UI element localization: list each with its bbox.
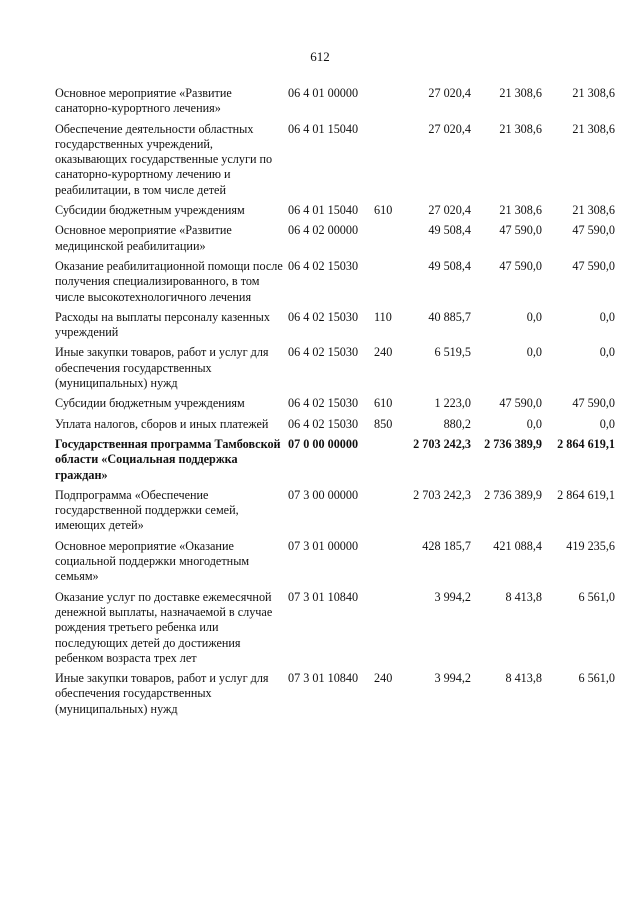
row-value-year-3: 2 864 619,1	[557, 487, 615, 502]
row-value-year-2: 21 308,6	[499, 121, 542, 136]
row-value-year-3: 21 308,6	[572, 203, 615, 218]
row-value-year-1: 3 994,2	[434, 589, 471, 604]
row-code: 07 3 01 10840	[288, 589, 359, 604]
row-code: 07 3 00 00000	[288, 487, 359, 502]
table-row	[55, 590, 615, 671]
row-value-year-1: 6 519,5	[434, 345, 471, 360]
row-value-year-2: 21 308,6	[499, 86, 542, 100]
row-code: 07 0 00 00000	[288, 436, 359, 451]
row-value-year-1: 3 994,2	[434, 671, 471, 686]
row-expense-type: 110	[374, 309, 392, 324]
row-expense-type	[374, 539, 399, 590]
row-name: Основное мероприятие «Развитие санаторно-курортного лечения»	[55, 86, 232, 116]
row-value-year-2: 8 413,8	[505, 671, 542, 686]
row-name: Расходы на выплаты персоналу казенных учреждений	[55, 309, 270, 340]
row-value-year-2: 2 736 389,9	[484, 487, 542, 502]
row-name: Иные закупки товаров, работ и услуг для обеспечения государственных (муниципальных) нужд	[55, 671, 269, 716]
row-value-year-3: 21 308,6	[572, 86, 615, 100]
row-expense-type: 610	[374, 396, 393, 411]
row-code: 06 4 02 15030	[288, 258, 359, 273]
table-row	[55, 488, 615, 539]
row-code: 07 3 01 10840	[288, 671, 359, 686]
row-value-year-2: 21 308,6	[499, 203, 542, 218]
row-value-year-2: 47 590,0	[499, 396, 542, 411]
row-name: Государственная программа Тамбовской области «Социальная поддержка граждан»	[55, 436, 281, 482]
row-code: 06 4 02 15030	[288, 416, 359, 431]
row-value-year-1: 2 703 242,3	[413, 487, 471, 502]
row-code: 06 4 01 15040	[288, 203, 359, 218]
row-value-year-1: 49 508,4	[428, 223, 471, 238]
row-expense-type	[374, 437, 399, 488]
table-row	[55, 539, 615, 590]
table-row	[55, 345, 615, 396]
row-expense-type	[374, 259, 399, 310]
row-name: Оказание услуг по доставке ежемесячной денежной выплаты, назначаемой в случае рождения третьего ребенка или последующих детей до достижения ребенком возраста трех лет	[55, 589, 273, 665]
row-value-year-1: 880,2	[443, 416, 471, 431]
row-expense-type	[374, 488, 399, 539]
row-expense-type	[374, 223, 399, 259]
row-value-year-1: 2 703 242,3	[413, 436, 471, 451]
table-row-program-total	[55, 437, 615, 488]
budget-table-body	[55, 86, 615, 722]
table-row	[55, 671, 615, 722]
row-value-year-1: 27 020,4	[428, 86, 471, 100]
row-value-year-2: 421 088,4	[493, 538, 542, 553]
row-value-year-3: 0,0	[599, 416, 615, 431]
row-expense-type	[374, 86, 399, 122]
row-value-year-3: 0,0	[599, 309, 615, 324]
row-value-year-2: 0,0	[526, 345, 542, 360]
row-code: 06 4 01 00000	[288, 86, 359, 100]
row-code: 06 4 02 15030	[288, 396, 359, 411]
row-value-year-1: 1 223,0	[434, 396, 471, 411]
table-row	[55, 396, 615, 416]
row-name: Основное мероприятие «Оказание социальной поддержки многодетным семьям»	[55, 538, 250, 584]
row-value-year-3: 2 864 619,1	[557, 436, 615, 451]
row-value-year-1: 27 020,4	[428, 203, 471, 218]
table-row	[55, 203, 615, 223]
row-name: Субсидии бюджетным учреждениям	[55, 203, 245, 218]
budget-table	[55, 86, 615, 722]
row-name: Иные закупки товаров, работ и услуг для обеспечения государственных (муниципальных) нужд	[55, 345, 269, 391]
row-value-year-2: 47 590,0	[499, 223, 542, 238]
row-name: Основное мероприятие «Развитие медицинской реабилитации»	[55, 223, 232, 253]
row-expense-type	[374, 122, 399, 203]
table-row	[55, 223, 615, 259]
row-value-year-2: 2 736 389,9	[484, 436, 542, 451]
table-row	[55, 259, 615, 310]
row-code: 06 4 02 15030	[288, 345, 359, 360]
row-value-year-1: 40 885,7	[428, 309, 471, 324]
row-value-year-1: 49 508,4	[428, 258, 471, 273]
row-value-year-3: 47 590,0	[572, 258, 615, 273]
page-number: 612	[310, 49, 330, 64]
row-code: 06 4 01 15040	[288, 121, 359, 136]
row-value-year-3: 0,0	[599, 345, 615, 360]
row-value-year-3: 21 308,6	[572, 121, 615, 136]
row-expense-type: 850	[374, 416, 393, 431]
row-expense-type: 240	[374, 671, 393, 686]
row-expense-type: 240	[374, 345, 393, 360]
table-row	[55, 417, 615, 437]
row-expense-type	[374, 590, 399, 671]
row-name: Уплата налогов, сборов и иных платежей	[55, 416, 269, 431]
row-value-year-2: 0,0	[526, 416, 542, 431]
row-code: 06 4 02 00000	[288, 223, 359, 238]
row-value-year-2: 47 590,0	[499, 258, 542, 273]
row-code: 06 4 02 15030	[288, 309, 359, 324]
row-value-year-1: 27 020,4	[428, 121, 471, 136]
row-expense-type: 610	[374, 203, 393, 218]
row-value-year-3: 419 235,6	[566, 538, 615, 553]
row-name: Подпрограмма «Обеспечение государственной поддержки семей, имеющих детей»	[55, 487, 239, 533]
row-value-year-3: 47 590,0	[572, 223, 615, 238]
row-value-year-3: 47 590,0	[572, 396, 615, 411]
row-name: Оказание реабилитационной помощи после получения специализированного, в том числе высокотехнологичного лечения	[55, 258, 283, 304]
row-code: 07 3 01 00000	[288, 538, 359, 553]
row-value-year-3: 6 561,0	[578, 589, 615, 604]
row-name: Обеспечение деятельности областных государственных учреждений, оказывающих государственные услуги по санаторно-курортному лечению и реабилитации, в том числе детей	[55, 121, 273, 197]
table-row	[55, 86, 615, 122]
table-row	[55, 122, 615, 203]
row-name: Субсидии бюджетным учреждениям	[55, 396, 245, 411]
row-value-year-1: 428 185,7	[422, 538, 471, 553]
row-value-year-3: 6 561,0	[578, 671, 615, 686]
table-row	[55, 310, 615, 346]
row-value-year-2: 0,0	[526, 309, 542, 324]
row-value-year-2: 8 413,8	[505, 589, 542, 604]
